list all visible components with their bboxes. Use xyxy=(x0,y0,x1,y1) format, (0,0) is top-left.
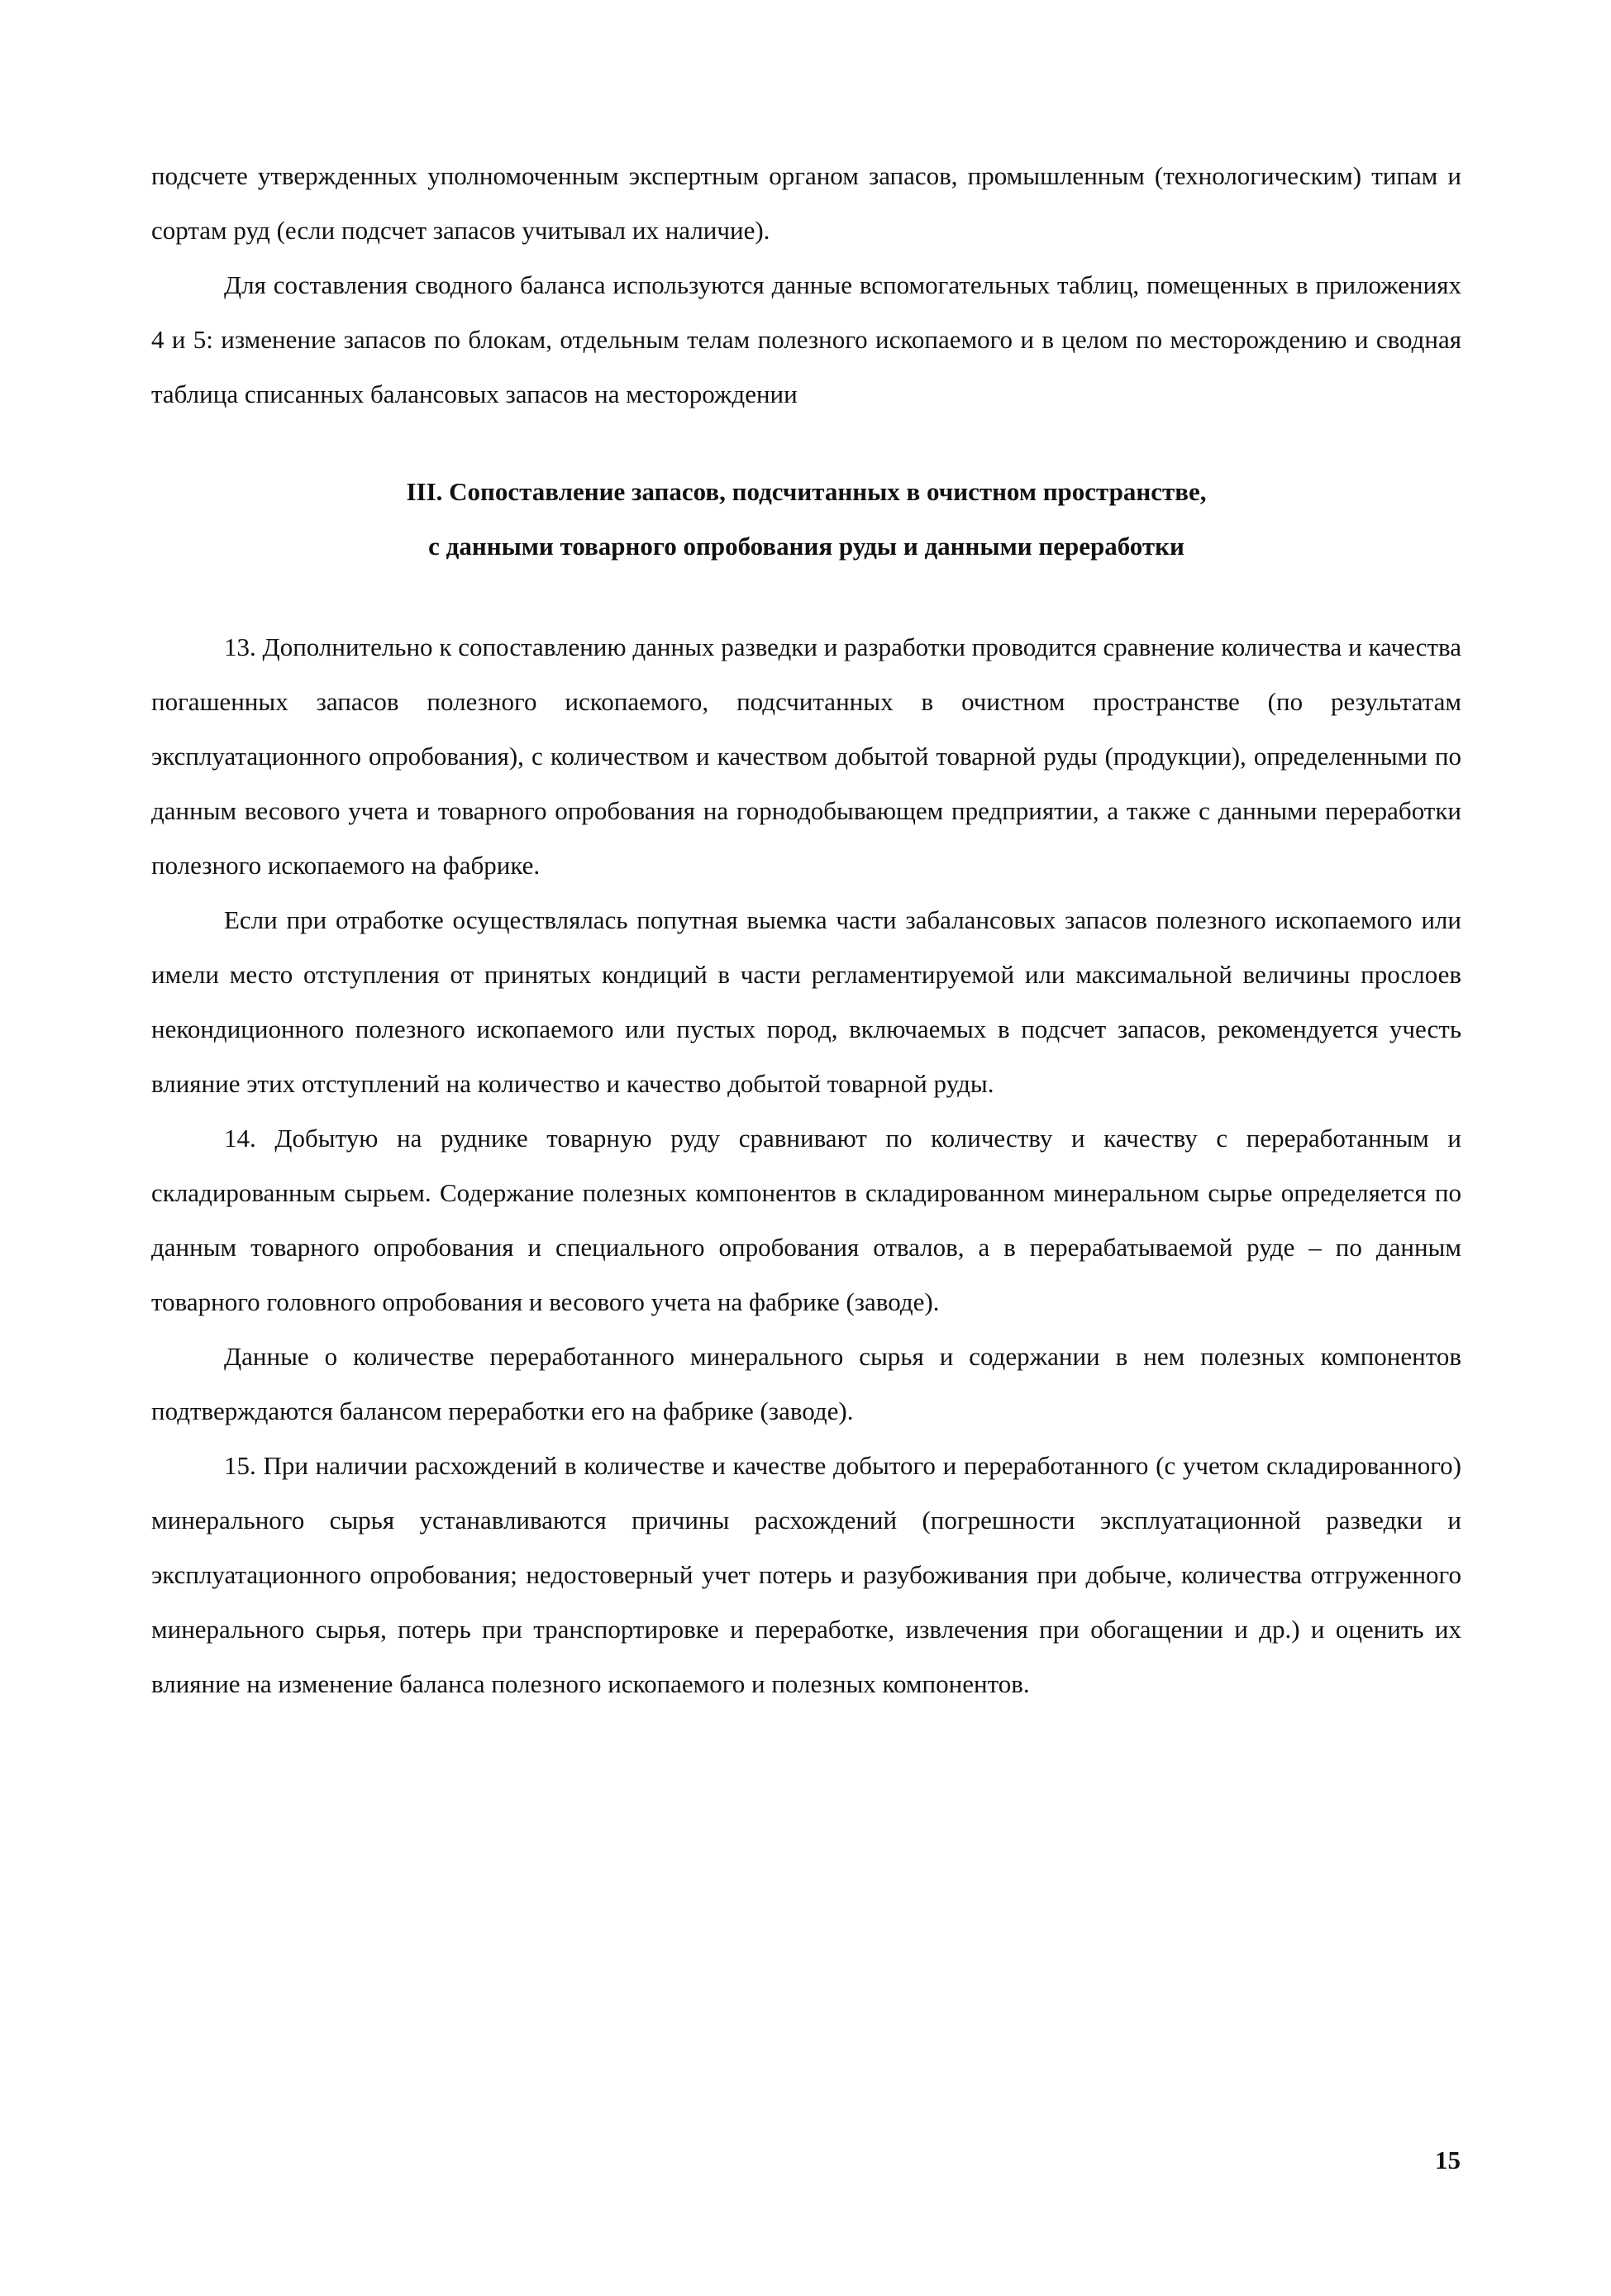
paragraph-15: 15. При наличии расхождений в количестве и качестве добытого и переработанного (с учетом складированного) минерального сырья устанавливаются причины расхождений (погрешности эксплуатационной разведки и эксплуатационного опробования; недостоверный учет потерь и разубоживания при добыче, количества отгруженного минерального сырья, потерь при транспортировке и переработке, извлечения при обогащении и др.) и оценить их влияние на изменение баланса полезного ископаемого и полезных компонентов. xyxy=(151,1451,1461,1698)
paragraph-14-processing: Данные о количестве переработанного минерального сырья и содержании в нем полезных компонентов подтверждаются балансом переработки его на фабрике (заводе). xyxy=(151,1342,1461,1425)
paragraph-continuation: подсчете утвержденных уполномоченным экспертным органом запасов, промышленным (технологическим) типам и сортам руд (если подсчет запасов учитывал их наличие). xyxy=(151,161,1461,245)
section-heading-line-1: III. Сопоставление запасов, подсчитанных в очистном пространстве, xyxy=(406,477,1207,506)
paragraph-14: 14. Добытую на руднике товарную руду сравнивают по количеству и качеству с переработанным и складированным сырьем. Содержание полезных компонентов в складированном минеральном сырье определяется по данным товарного опробования и специального опробования отвалов, а в перерабатываемой руде – по данным товарного головного опробования и весового учета на фабрике (заводе). xyxy=(151,1124,1461,1316)
section-heading-line-2: с данными товарного опробования руды и данными переработки xyxy=(428,532,1184,561)
paragraph-13: 13. Дополнительно к сопоставлению данных разведки и разработки проводится сравнение количества и качества погашенных запасов полезного ископаемого, подсчитанных в очистном пространстве (по результатам эксплуатационного опробования), с количеством и качеством добытой товарной руды (продукции), определенными по данным весового учета и товарного опробования на горнодобывающем предприятии, а также с данными переработки полезного ископаемого на фабрике. xyxy=(151,632,1461,880)
document-body xyxy=(151,149,1461,1711)
section-heading xyxy=(151,465,1461,574)
paragraph-summary-balance: Для составления сводного баланса используются данные вспомогательных таблиц, помещенных в приложениях 4 и 5: изменение запасов по блокам, отдельным телам полезного ископаемого и в целом по месторождению и сводная таблица списанных балансовых запасов на месторождении xyxy=(151,270,1461,408)
page-number: 15 xyxy=(1435,2146,1461,2174)
paragraph-13-offbalance: Если при отработке осуществлялась попутная выемка части забалансовых запасов полезного ископаемого или имели место отступления от принятых кондиций в части регламентируемой или максимальной величины прослоев некондиционного полезного ископаемого или пустых пород, включаемых в подсчет запасов, рекомендуется учесть влияние этих отступлений на количество и качество добытой товарной руды. xyxy=(151,905,1461,1098)
